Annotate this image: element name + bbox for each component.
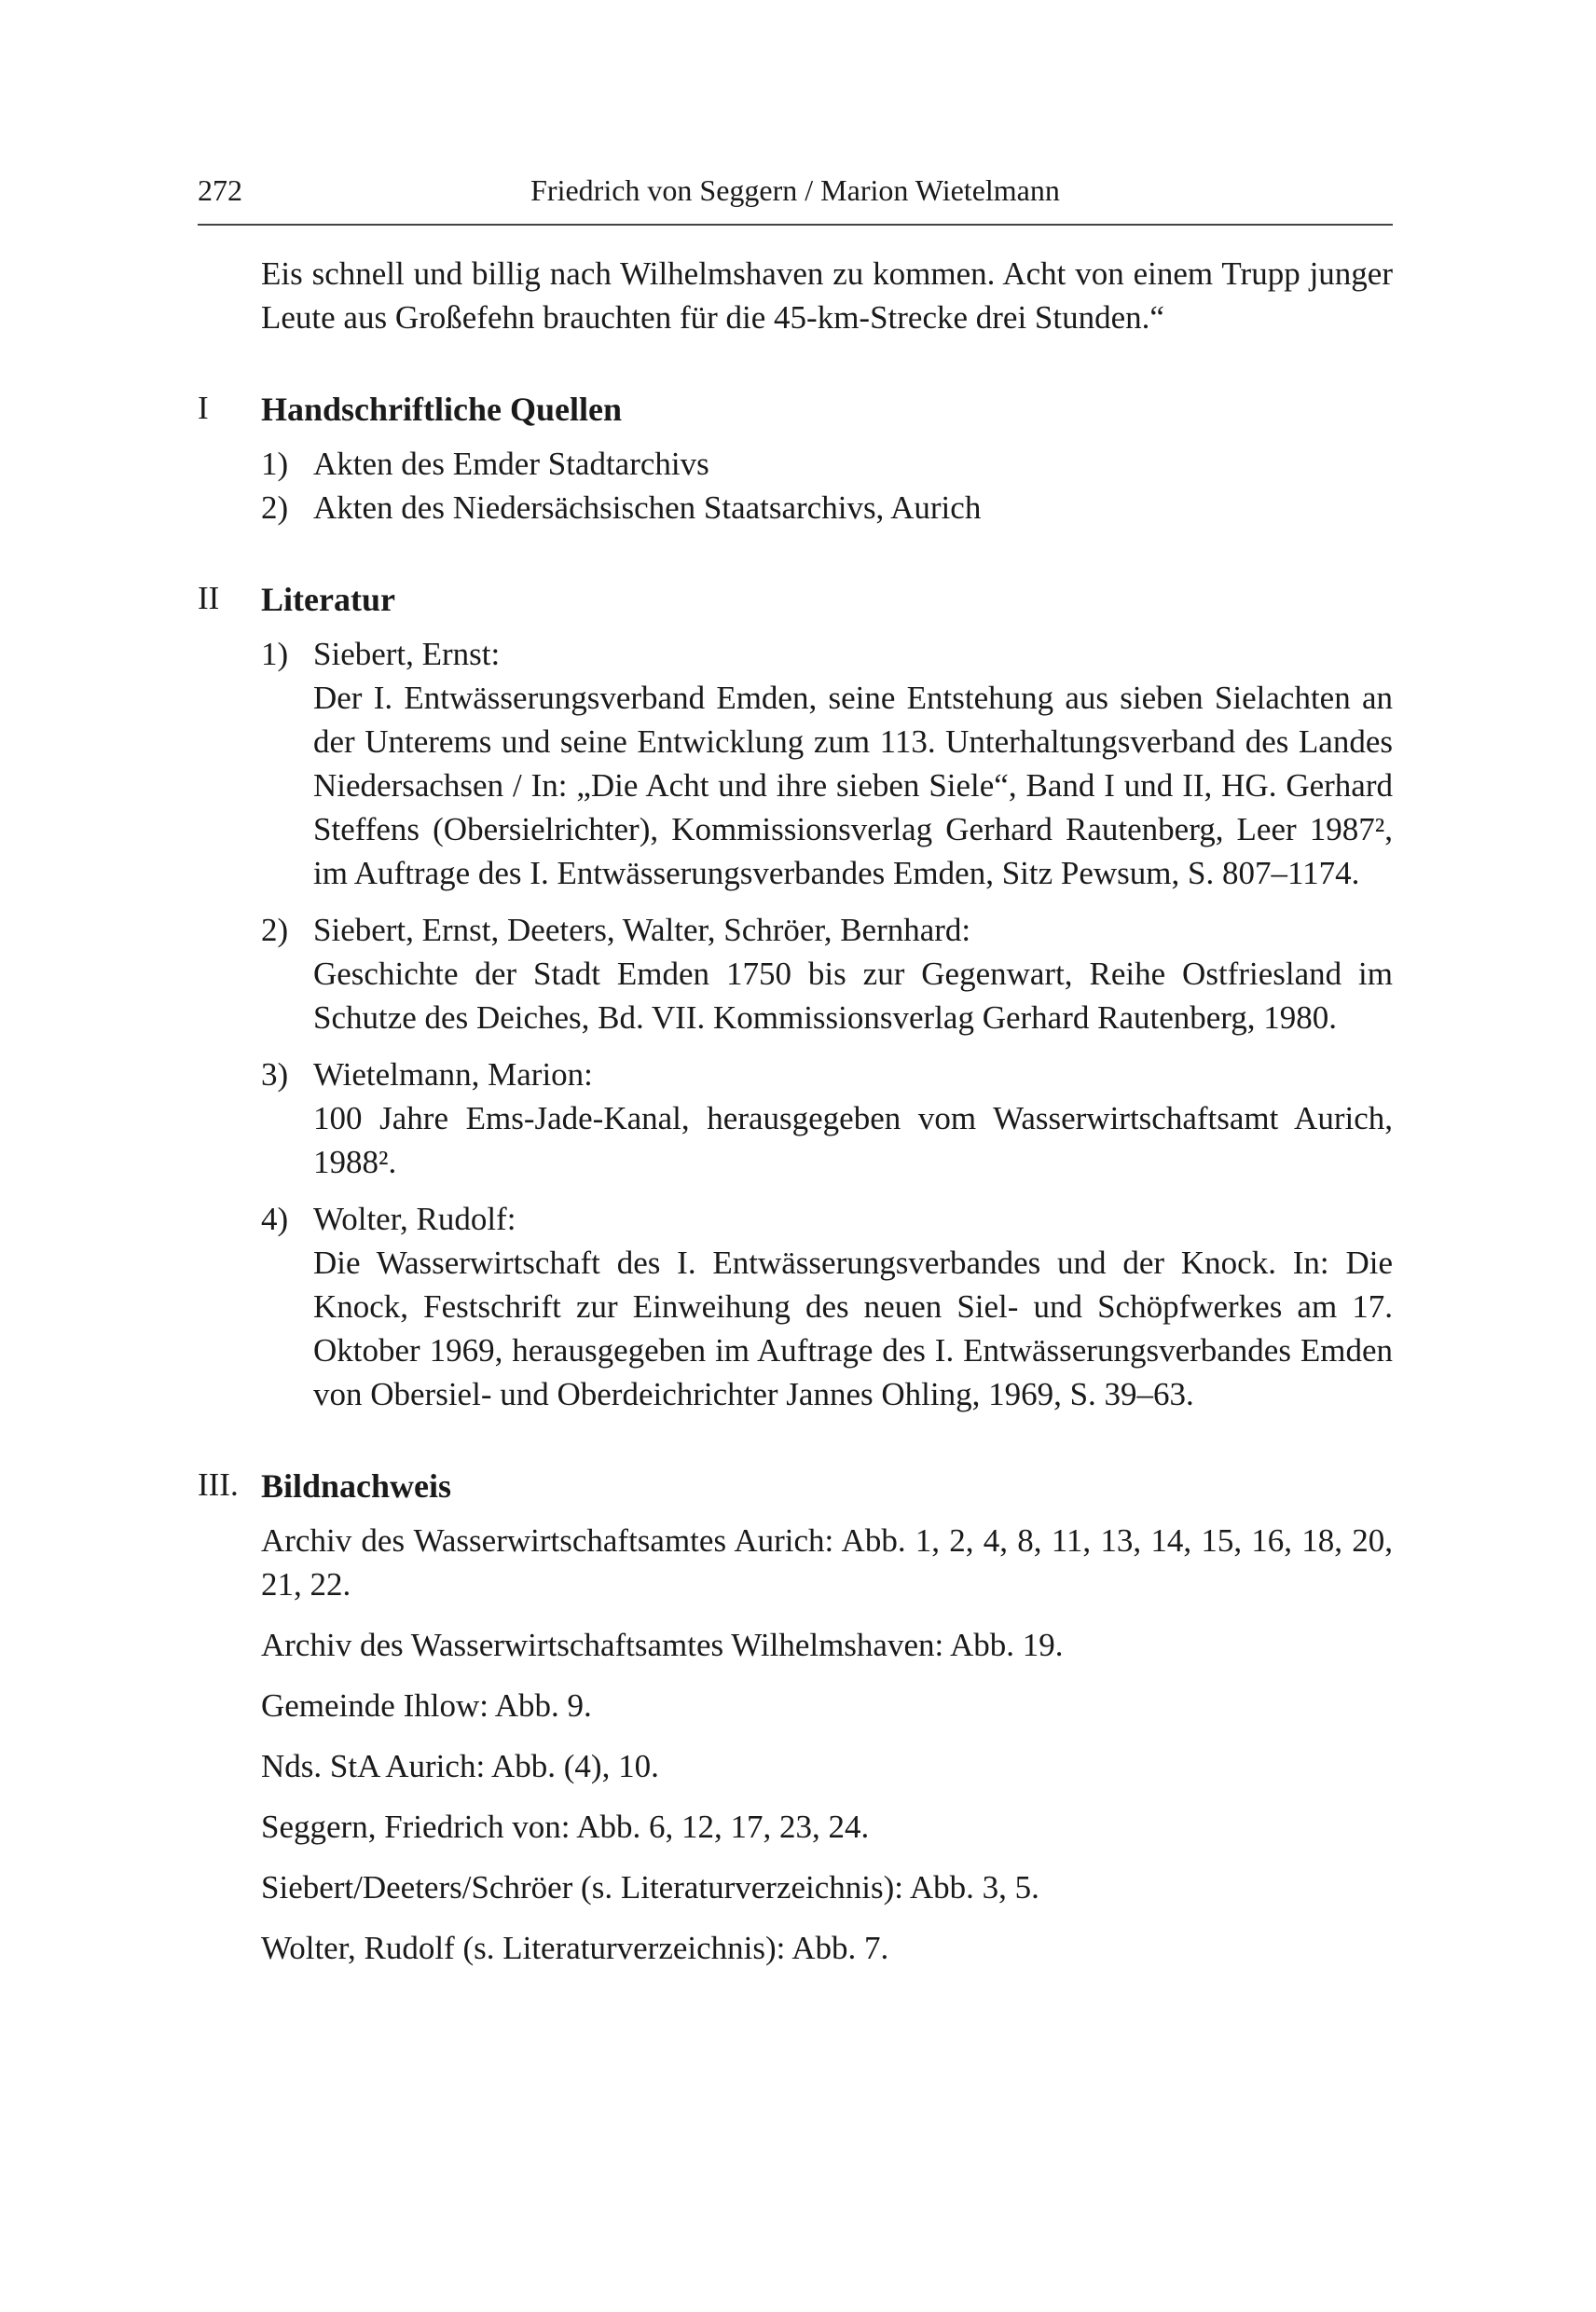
credit-entry: Archiv des Wasserwirtschaftsamtes Aurich: Abb. 1, 2, 4, 8, 11, 13, 14, 15, 16, 18, 20, 21, 22. — [261, 1522, 1393, 1603]
section-title: Literatur — [261, 581, 395, 618]
section-number: III. — [198, 1466, 239, 1503]
section-number: II — [198, 580, 220, 616]
entry-author: Siebert, Ernst, Deeters, Walter, Schröer, Bernhard: — [313, 912, 971, 948]
literature-entry — [261, 1197, 1393, 1416]
literature-entry — [261, 632, 1393, 895]
item-number: 1) — [261, 636, 289, 672]
intro-paragraph: Eis schnell und billig nach Wilhelmshaven zu kommen. Acht von einem Trupp junger Leute aus Großefehn brauchten für die 45-km-Strecke drei Stunden.“ — [261, 255, 1393, 336]
item-number: 2) — [261, 912, 289, 948]
entry-author: Wietelmann, Marion: — [313, 1056, 593, 1093]
item-text: Akten des Niedersächsischen Staatsarchivs, Aurich — [313, 489, 982, 526]
section-number: I — [198, 390, 209, 426]
entry-citation: Die Wasserwirtschaft des I. Entwässerungsverbandes und der Knock. In: Die Knock, Festschrift zur Einweihung des neuen Siel- und Schöpfwerkes am 17. Oktober 1969, herausgegeben im Auftrage des I. Entwässerungsverbandes Emden von Obersiel- und Oberdeichrichter Jannes Ohling, 1969, S. 39–63. — [313, 1245, 1393, 1412]
page-number: 272 — [198, 173, 242, 207]
literature-entry — [261, 1053, 1393, 1184]
item-number: 4) — [261, 1201, 289, 1237]
item-number: 1) — [261, 446, 289, 482]
section-title: Bildnachweis — [261, 1467, 452, 1505]
entry-author: Wolter, Rudolf: — [313, 1201, 516, 1237]
page-content — [198, 252, 1393, 1987]
section-title: Handschriftliche Quellen — [261, 391, 622, 428]
entry-author: Siebert, Ernst: — [313, 636, 501, 672]
entry-citation: Der I. Entwässerungsverband Emden, seine Entstehung aus sieben Sielachten an der Unterems und seine Entwicklung zum 113. Unterhaltungsverband des Landes Niedersachsen / In: „Die Acht und ihre sieben Siele“, Band I und II, HG. Gerhard Steffens (Obersielrichter), Kommissionsverlag Gerhard Rautenberg, Leer 1987², im Auftrage des I. Entwässerungsverbandes Emden, Sitz Pewsum, S. 807–1174. — [313, 680, 1393, 891]
item-number: 3) — [261, 1056, 289, 1093]
credit-entry: Gemeinde Ihlow: Abb. 9. — [261, 1687, 592, 1724]
section-bildnachweis — [198, 1463, 1393, 1970]
section-literatur — [198, 576, 1393, 1416]
credit-entry: Seggern, Friedrich von: Abb. 6, 12, 17, 23, 24. — [261, 1809, 870, 1845]
credit-entry: Archiv des Wasserwirtschaftsamtes Wilhelmshaven: Abb. 19. — [261, 1627, 1064, 1663]
list-item — [261, 486, 1393, 530]
entry-citation: Geschichte der Stadt Emden 1750 bis zur Gegenwart, Reihe Ostfriesland im Schutze des Deiches, Bd. VII. Kommissionsverlag Gerhard Rautenberg, 1980. — [313, 956, 1393, 1036]
entry-citation: 100 Jahre Ems-Jade-Kanal, herausgegeben vom Wasserwirtschaftsamt Aurich, 1988². — [313, 1100, 1393, 1180]
running-title: Friedrich von Seggern / Marion Wietelmann — [530, 173, 1060, 207]
list-item — [261, 442, 1393, 486]
running-header — [198, 168, 1393, 226]
credit-entry: Siebert/Deeters/Schröer (s. Literaturverzeichnis): Abb. 3, 5. — [261, 1869, 1039, 1906]
credit-entry: Nds. StA Aurich: Abb. (4), 10. — [261, 1748, 659, 1784]
section-handschriftliche-quellen — [198, 386, 1393, 530]
credit-entry: Wolter, Rudolf (s. Literaturverzeichnis): Abb. 7. — [261, 1930, 889, 1966]
item-number: 2) — [261, 489, 289, 526]
item-text: Akten des Emder Stadtarchivs — [313, 446, 709, 482]
literature-entry — [261, 908, 1393, 1039]
